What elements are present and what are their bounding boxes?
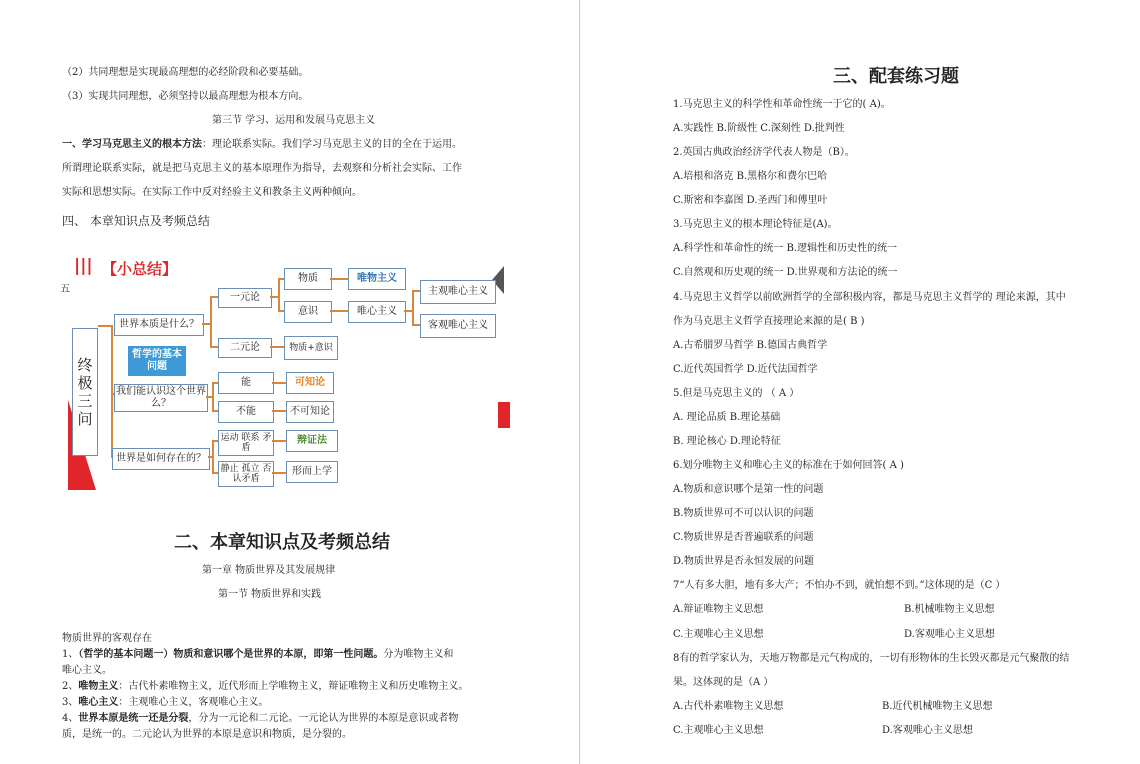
exercises-heading: 三、配套练习题 — [833, 66, 959, 87]
list-item — [62, 696, 268, 710]
sub-title: 物质世界的客观存在 — [62, 633, 152, 644]
exercise-line: A. 理论品质 B.理论基础 — [673, 412, 781, 423]
item-text: ：主观唯心主义，客观唯心主义。 — [118, 697, 269, 708]
question-1-node: 世界本质是什么？ — [114, 314, 204, 336]
exercise-option: C.主观唯心主义思想 — [673, 629, 764, 640]
exercise-line: 4.马克思主义哲学以前欧洲哲学的全部积极内容，都是马克思主义哲学的 理论来源，其中 — [673, 292, 1066, 303]
red-corner-right — [498, 402, 510, 428]
section-heading: 四、 本章知识点及考频总结 — [62, 214, 210, 228]
exercise-line: A.物质和意识哪个是第一性的问题 — [673, 484, 824, 495]
exercise-line: D.物质世界是否永恒发展的问题 — [673, 556, 814, 567]
item-bold: （哲学的基本问题一）物质和意识哪个是世界的本原，即第一性问题。 — [78, 649, 384, 660]
center-node: 终极三问 — [72, 328, 98, 456]
motion-connection-node: 运动 联系 矛盾 — [218, 430, 274, 456]
unknowable-node: 不可知论 — [286, 401, 334, 423]
item-number: 2、 — [62, 681, 79, 692]
question-2-node: 我们能认识这个世界么？ — [114, 384, 208, 412]
chapter-title: 第一章 物质世界及其发展规律 — [202, 565, 336, 576]
exercise-line: A.培根和洛克 B.黑格尔和费尔巴哈 — [673, 171, 828, 182]
exercise-option: C.主观唯心主义思想 — [673, 725, 764, 736]
exercise-option: D.客观唯心主义思想 — [904, 629, 995, 640]
paragraph-line: （3）实现共同理想，必须坚持以最高理想为根本方向。 — [62, 91, 309, 102]
exercise-option: A.古代朴素唯物主义思想 — [673, 701, 784, 712]
exercise-line: C.物质世界是否普遍联系的问题 — [673, 532, 814, 543]
mindmap — [60, 250, 512, 495]
dualism-node: 二元论 — [218, 338, 272, 358]
fragment-text: 五 — [60, 284, 70, 295]
knowable-node: 可知论 — [286, 372, 334, 394]
exercise-line: 2.英国古典政治经济学代表人物是（B）。 — [673, 147, 855, 158]
item-number: 3、 — [62, 697, 79, 708]
paragraph-line: （2）共同理想是实现最高理想的必经阶段和必要基础。 — [62, 67, 309, 78]
list-item — [62, 648, 453, 662]
exercise-line: 果。这体现的是（A ） — [673, 677, 774, 688]
exercise-line: A.古希腊罗马哲学 B.德国古典哲学 — [673, 340, 828, 351]
method-bold: 一、学习马克思主义的根本方法 — [62, 139, 202, 150]
section-title: 第三节 学习、运用和发展马克思主义 — [212, 115, 376, 126]
dialectics-node: 辩证法 — [286, 430, 338, 452]
list-item-continuation: 质，是统一的。二元论认为世界的本原是意识和物质，是分裂的。 — [62, 729, 352, 740]
item-text: 分为唯物主义和 — [383, 649, 454, 660]
item-number: 1、 — [62, 649, 79, 660]
item-bold: 世界本原是统一还是分裂 — [78, 713, 189, 724]
exercise-line: C.近代英国哲学 D.近代法国哲学 — [673, 364, 818, 375]
method-paragraph — [62, 138, 462, 152]
exercise-line: C.自然观和历史观的统一 D.世界观和方法论的统一 — [673, 267, 898, 278]
idealism-node: 唯心主义 — [348, 301, 406, 323]
question-3-node: 世界是如何存在的？ — [112, 448, 210, 470]
item-bold: 唯心主义 — [78, 697, 119, 708]
exercise-line: 作为马克思主义哲学直接理论来源的是( B ) — [673, 316, 865, 327]
exercise-line: 1.马克思主义的科学性和革命性统一于它的( A)。 — [673, 99, 891, 110]
item-number: 4、 — [62, 713, 79, 724]
list-item-continuation: 唯心主义。 — [62, 665, 112, 676]
static-isolation-node: 静止 孤立 否认矛盾 — [218, 461, 274, 487]
section-title: 第一节 物质世界和实践 — [218, 589, 322, 600]
can-node: 能 — [218, 372, 274, 394]
cannot-node: 不能 — [218, 401, 274, 423]
exercise-line: A.实践性 B.阶级性 C.深刻性 D.批判性 — [673, 123, 845, 134]
core-question-label: 哲学的基本问题 — [128, 346, 186, 376]
exercise-option: B.机械唯物主义思想 — [904, 604, 995, 615]
exercise-line: 5.但是马克思主义的 （ A ） — [673, 388, 800, 399]
item-text: ：古代朴素唯物主义，近代形而上学唯物主义，辩证唯物主义和历史唯物主义。 — [118, 681, 469, 692]
monism-node: 一元论 — [218, 288, 272, 308]
right-page — [583, 0, 1140, 764]
list-item — [62, 680, 468, 694]
exercise-line: 8有的哲学家认为，天地万物都是元气构成的，一切有形物体的生长毁灭都是元气聚散的结 — [673, 653, 1070, 664]
objective-idealism-node: 客观唯心主义 — [420, 314, 496, 338]
summary-title: 【小总结】 — [102, 260, 178, 278]
matter-plus-consciousness-node: 物质+意识 — [284, 336, 338, 360]
page-divider — [579, 0, 580, 764]
exercise-line: 6.划分唯物主义和唯心主义的标准在于如何回答( A ) — [673, 460, 904, 471]
exercise-option: D.客观唯心主义思想 — [882, 725, 973, 736]
paragraph-line: 实际和思想实际。在实际工作中反对经验主义和教条主义两种倾向。 — [62, 187, 362, 198]
exercise-line: 7“人有多大胆，地有多大产；不怕办不到，就怕想不到。”这体现的是（C ） — [673, 580, 1006, 591]
consciousness-node: 意识 — [284, 301, 332, 323]
item-bold: 唯物主义 — [78, 681, 119, 692]
exercise-line: B. 理论核心 D.理论特征 — [673, 436, 781, 447]
exercise-line: B.物质世界可不可以认识的问题 — [673, 508, 814, 519]
paragraph-line: 所谓理论联系实际，就是把马克思主义的基本原理作为指导，去观察和分析社会实际、工作 — [62, 163, 462, 174]
exercise-line: 3.马克思主义的根本理论特征是(A)。 — [673, 219, 838, 230]
materialism-node: 唯物主义 — [348, 268, 406, 290]
chapter-summary-heading: 二、本章知识点及考频总结 — [174, 532, 390, 553]
matter-node: 物质 — [284, 268, 332, 290]
exercise-line: A.科学性和革命性的统一 B.逻辑性和历史性的统一 — [673, 243, 898, 254]
subjective-idealism-node: 主观唯心主义 — [420, 280, 496, 304]
exercise-line: C.斯密和李嘉图 D.圣西门和傅里叶 — [673, 195, 828, 206]
metaphysics-node: 形而上学 — [286, 461, 338, 483]
exercise-option: A.辩证唯物主义思想 — [673, 604, 764, 615]
exercise-option: B.近代机械唯物主义思想 — [882, 701, 993, 712]
bars-mark: ||| — [74, 256, 93, 276]
item-text: ，分为一元论和二元论。一元论认为世界的本原是意识或者物 — [188, 713, 459, 724]
method-text: ：理论联系实际。我们学习马克思主义的目的全在于运用。 — [202, 139, 462, 150]
list-item — [62, 712, 458, 726]
